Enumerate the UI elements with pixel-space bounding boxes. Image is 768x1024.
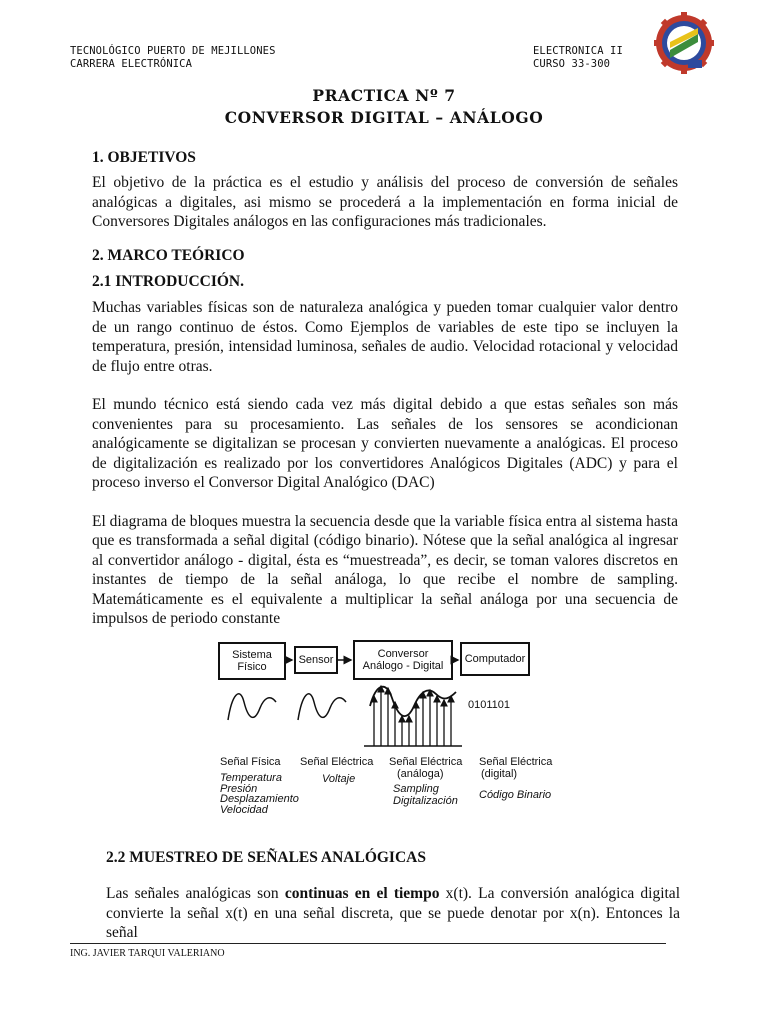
diagram-box-computador: Computador	[460, 642, 530, 676]
block-diagram	[214, 636, 564, 836]
objetivos-paragraph: El objetivo de la práctica es el estudio y análisis del proceso de conversión de señales analógicas a digitales, asi mismo se procederá a la implementación en forma inicial de Conversores Digitales análogos en las configuraciones más tradicionales.	[92, 174, 678, 230]
intro-paragraph-1: Muchas variables físicas son de naturaleza analógica y pueden tomar cualquier valor dentro de un rango continuo de éstos. Como Ejemplos de variables de este tipo se incluyen la temperatura, presión, intensidad luminosa, señales de audio. Velocidad rotacional y velocidad de flujo entre otras.	[92, 299, 678, 375]
col-fisica: Señal Física Temperatura Presión Desplazamiento Velocidad	[220, 756, 299, 816]
section-marco-heading: 2. MARCO TEÓRICO	[92, 247, 245, 264]
header-career: CARRERA ELECTRÓNICA	[70, 58, 193, 70]
wave-electrica	[298, 694, 346, 720]
document-title-line1: PRACTICA Nº 7	[312, 86, 456, 105]
sampled-wave	[364, 686, 462, 746]
diagram-box-sensor: Sensor	[294, 646, 338, 674]
col-electrica: Señal Eléctrica Voltaje	[300, 756, 374, 785]
col-analoga: Señal Eléctrica (análoga) Sampling Digitalización	[389, 756, 463, 807]
bold-continuas: continuas en el tiempo	[284, 885, 440, 902]
header-course	[533, 45, 623, 71]
section-introduccion-heading: 2.1 INTRODUCCIÓN.	[92, 273, 244, 290]
binary-code-label: 0101101	[468, 699, 511, 711]
intro-paragraph-2: El mundo técnico está siendo cada vez más digital debido a que estas señales son más convenientes para su procesamiento. Las señales de los sensores se acondicionan analógicamente se digitalizan se procesan y convierten nuevamente a analógicas. El proceso de digitalización es realizado por los convertidores Analógicos Digitales (ADC) y para el proceso inverso el Conversor Digital Analógico (DAC)	[92, 396, 678, 491]
header-school: TECNOLÓGICO PUERTO DE MEJILLONES	[70, 45, 276, 57]
section-objetivos-text	[92, 173, 678, 251]
section-muestreo-text: Las señales analógicas son continuas en el tiempo x(t). La conversión analógica digital convierte la señal x(t) en una señal discreta, que se puede denotar por x(n). Entonces la señal	[106, 885, 680, 941]
header-subject: ELECTRONICA II	[533, 45, 623, 57]
institution-logo	[654, 12, 714, 74]
col-digital: Señal Eléctrica (digital) Código Binario	[479, 756, 553, 801]
section-objetivos-heading: 1. OBJETIVOS	[92, 149, 196, 166]
footer-author: ING. JAVIER TARQUI VALERIANO	[70, 948, 225, 959]
wave-fisica	[228, 694, 276, 720]
diagram-box-conversor: Conversor Análogo - Digital	[353, 640, 453, 680]
section-introduccion-body	[92, 298, 678, 648]
header-course-code: CURSO 33-300	[533, 58, 611, 70]
footer-rule	[70, 943, 666, 944]
intro-paragraph-3: El diagrama de bloques muestra la secuencia desde que la variable física entra al sistema hasta que es transformada a señal digital (código binario). Nótese que la señal analógica al ingresar al convertidor análogo - digital, ésta es “muestreada”, es decir, se toman valores discretos en instantes de tiempo de la señal análoga, lo que recibe el nombre de sampling. Matemáticamente es el equivalente a multiplicar la señal análoga por una secuencia de impulsos de periodo constante	[92, 512, 678, 627]
diagram-box-sistema-fisico: Sistema Físico	[218, 642, 286, 680]
section-muestreo-heading: 2.2 MUESTREO DE SEÑALES ANALÓGICAS	[106, 849, 426, 866]
header-institution	[70, 45, 276, 71]
document-title-line2: CONVERSOR DIGITAL – ANÁLOGO	[224, 108, 544, 127]
